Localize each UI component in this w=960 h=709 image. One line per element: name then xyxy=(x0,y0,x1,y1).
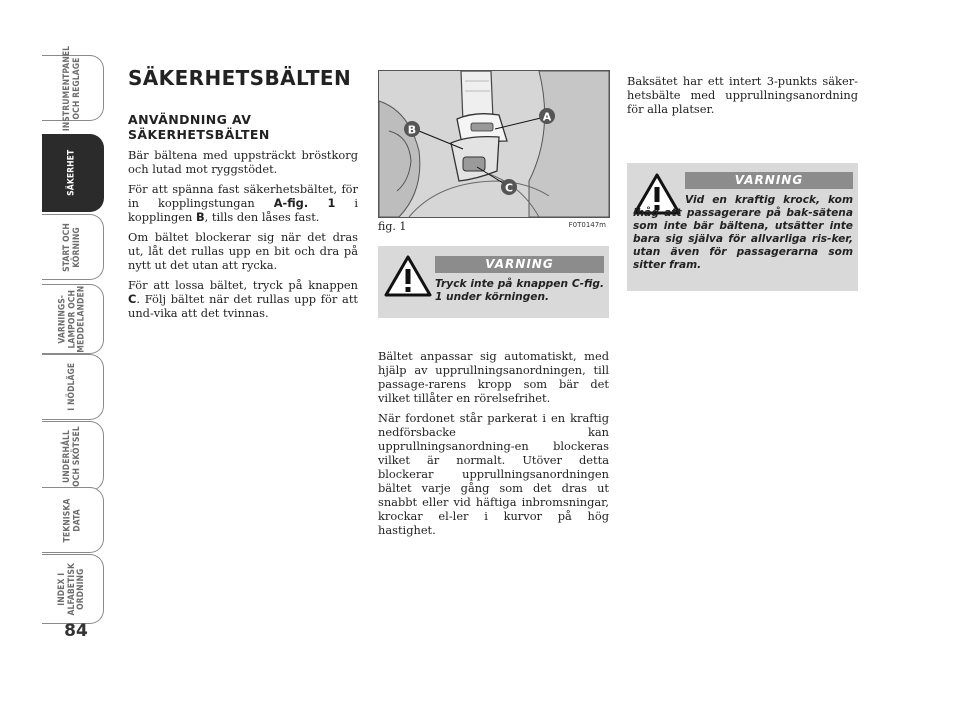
tab-underhall[interactable] xyxy=(42,421,104,491)
text-run: i kopplingen xyxy=(128,196,358,224)
figure-code: F0T0147m xyxy=(568,221,606,229)
warning-text: Tryck inte på knappen C-fig. 1 under körningen. xyxy=(435,278,604,303)
tab-instrumentpanel[interactable] xyxy=(42,45,104,131)
paragraph: Bär bältena med uppsträckt bröstkorg och lutad mot ryggstödet. xyxy=(128,148,358,176)
paragraph xyxy=(128,182,358,224)
section-heading-line: SÄKERHETSBÄLTEN xyxy=(128,127,270,142)
column-2-text xyxy=(378,349,609,543)
figure-label-b: B xyxy=(407,123,417,137)
tab-start-och-korning[interactable] xyxy=(42,214,104,280)
text-run: För att spänna fast säkerhetsbältet, för in kopplingstungan xyxy=(128,182,358,210)
text-run-bold: C xyxy=(128,292,137,306)
warning-triangle-icon xyxy=(384,254,432,298)
tab-index[interactable] xyxy=(42,554,104,624)
tab-label: START OCH KÖRNING xyxy=(62,222,82,272)
tab-label: INSTRUMENTPANEL OCH REGLAGE xyxy=(62,45,82,131)
warning-title: VARNING xyxy=(685,172,853,189)
page-number: 84 xyxy=(64,621,88,641)
text-run: , tills den låses fast. xyxy=(204,210,320,224)
tab-label: TEKNISKA DATA xyxy=(61,498,82,542)
warning-box xyxy=(378,246,609,318)
figure-label-a: A xyxy=(542,110,552,124)
warning-text: Vid en kraftig krock, kom ihåg att passagerare på bak-sätena som inte bär bältena, utsätter inte bara sig själva för allvarliga ris-ker, utan även för passagerarna som sitter fram. xyxy=(633,194,853,271)
section-heading xyxy=(128,112,358,142)
tab-varningslampor[interactable] xyxy=(42,284,104,354)
figure-label-c: C xyxy=(504,181,514,195)
tab-label: SÄKERHET xyxy=(66,149,77,197)
text-run-bold: B xyxy=(195,210,205,224)
warning-box xyxy=(627,163,858,291)
column-1 xyxy=(128,66,358,326)
paragraph: Om bältet blockerar sig när det dras ut, låt det rullas upp en bit och dra på nytt ut det utan att rycka. xyxy=(128,230,358,272)
tab-label: I NÖDLÄGE xyxy=(66,363,77,411)
seatbelt-figure xyxy=(378,70,610,218)
paragraph: Bältet anpassar sig automatiskt, med hjälp av upprullningsanordningen, till passage-rarens kropp som bär det vilket tillåter en rörelsefrihet. xyxy=(378,349,609,405)
text-run-bold: A-fig. 1 xyxy=(273,196,336,210)
paragraph xyxy=(128,278,358,320)
seatbelt-illustration xyxy=(379,71,609,217)
paragraph: Baksätet har ett intert 3-punkts säker-hetsbälte med upprullningsanordning för alla platser. xyxy=(627,74,858,116)
text-run: . Följ bältet när det rullas upp för att und-vika att det tvinnas. xyxy=(128,292,358,320)
tab-i-nodlage[interactable] xyxy=(42,354,104,420)
section-heading-line: ANVÄNDNING AV xyxy=(128,112,252,127)
figure-number: fig. 1 xyxy=(378,220,407,233)
figure-caption xyxy=(378,220,608,234)
paragraph: När fordonet står parkerat i en kraftig nedförsbacke kan upprullningsanordning-en blockeras vilket är normalt. Utöver detta blockerar upprullningsanordningen bältet varje gång som det dras ut snabbt eller vid häftiga inbromsningar, krockar el-ler i kurvor på hög hastighet. xyxy=(378,411,609,537)
column-3-text xyxy=(627,74,858,122)
warning-title: VARNING xyxy=(435,256,604,273)
page-title: SÄKERHETSBÄLTEN xyxy=(128,66,352,90)
tab-label: INDEX I ALFABETISK ORDNING xyxy=(57,562,87,616)
text-run: För att lossa bältet, tryck på knappen xyxy=(128,278,358,292)
tab-label: VARNINGS- LAMPOR OCH MEDDELANDEN xyxy=(57,285,87,353)
tab-tekniska-data[interactable] xyxy=(42,487,104,553)
tab-sakerhet[interactable] xyxy=(42,134,104,212)
tab-label: UNDERHÅLL OCH SKÖTSEL xyxy=(62,425,82,487)
